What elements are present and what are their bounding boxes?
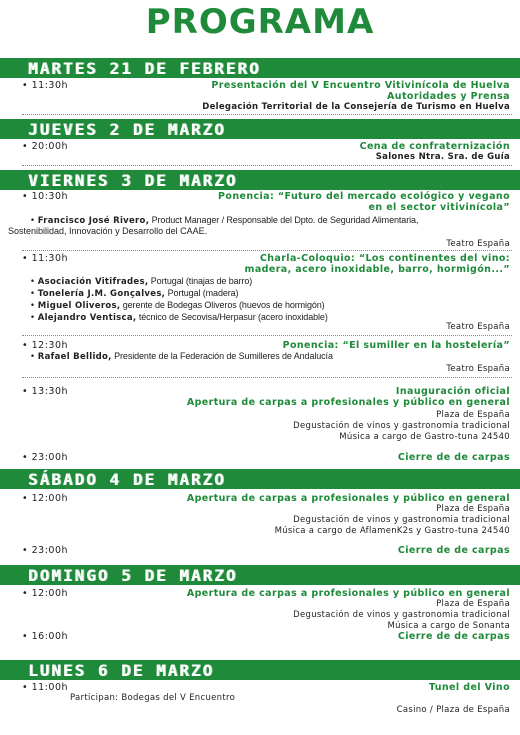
day-label: LUNES 6 DE MARZO (28, 661, 215, 680)
day-label: DOMINGO 5 DE MARZO (28, 566, 238, 585)
speaker-name: Francisco José Rivero, (37, 216, 150, 226)
event-title-cont: madera, acero inoxidable, barro, hormigón...” (244, 264, 510, 275)
participant-line: • Alejandro Ventisca, técnico de Secovisa/Herpasur (acero inoxidable) (30, 312, 328, 323)
event-item (0, 682, 520, 693)
event-time: • 12:00h (22, 493, 69, 504)
event-title: Cierre de de carpas (397, 452, 510, 463)
event-place: Plaza de España (436, 410, 510, 420)
day-band-martes (0, 58, 520, 78)
event-place: Plaza de España (436, 599, 510, 609)
divider (22, 114, 512, 115)
day-band-jueves (0, 119, 520, 139)
day-label: JUEVES 2 DE MARZO (28, 120, 226, 139)
event-item (0, 631, 520, 642)
event-place: Casino / Plaza de España (396, 705, 510, 715)
speaker-line: • Rafael Bellido, Presidente de la Federación de Sumilleres de Andalucía (30, 351, 333, 362)
event-subtitle: Apertura de carpas a profesionales y público en general (186, 397, 510, 408)
event-time: • 12:30h (22, 340, 69, 351)
participant-line: • Miguel Oliveros, gerente de Bodegas Oliveros (huevos de hormigón) (30, 300, 325, 311)
event-title: Cierre de de carpas (397, 631, 510, 642)
speaker-line: • Francisco José Rivero, Product Manager / Responsable del Dpto. de Seguridad Alimentaria, (30, 215, 419, 226)
event-time: • 11:00h (22, 682, 69, 693)
event-time: • 12:00h (22, 588, 69, 599)
event-music: Música a cargo de Sonanta (387, 621, 510, 631)
speaker-role-cont: Sostenibilidad, Innovación y Desarrollo del CAAE. (8, 226, 208, 236)
page-title: PROGRAMA (145, 2, 375, 42)
divider (22, 335, 512, 336)
event-item (0, 452, 520, 463)
event-title: Apertura de carpas a profesionales y público en general (186, 493, 510, 504)
event-item (0, 253, 520, 275)
event-place: Salones Ntra. Sra. de Guía (375, 152, 510, 162)
event-time: • 10:30h (22, 191, 69, 202)
day-band-sabado (0, 469, 520, 489)
event-item (0, 80, 520, 113)
event-title: Cierre de de carpas (397, 545, 510, 556)
event-title: Tunel del Vino (428, 682, 510, 693)
event-place: Teatro España (446, 322, 510, 332)
event-place: Delegación Territorial de la Consejería de Turismo en Huelva (202, 102, 510, 112)
event-item (0, 588, 520, 632)
day-label: SÁBADO 4 DE MARZO (28, 470, 226, 489)
event-title-cont: en el sector vitivinícola” (368, 202, 510, 213)
event-title: Presentación del V Encuentro Vitivinícola de Huelva (211, 80, 510, 91)
event-detail: Degustación de vinos y gastronomia tradicional (293, 610, 510, 620)
event-time: • 11:30h (22, 80, 69, 91)
event-place: Teatro España (446, 239, 510, 249)
speaker-role: Product Manager / Responsable del Dpto. de Seguridad Alimentaria, (149, 215, 419, 225)
event-item (0, 340, 520, 351)
event-participants: Participan: Bodegas del V Encuentro (70, 693, 236, 703)
event-time: • 23:00h (22, 545, 69, 556)
participant-line: • Asociación Vitifrades, Portugal (tinajas de barro) (30, 276, 253, 287)
event-detail: Degustación de vinos y gastronomia tradicional (293, 421, 510, 431)
event-time: • 23:00h (22, 452, 69, 463)
divider (22, 165, 512, 166)
divider (22, 377, 512, 378)
event-title: Ponencia: “Futuro del mercado ecológico y vegano (218, 191, 510, 202)
event-item (0, 493, 520, 537)
event-music: Música a cargo de Gastro-tuna 24540 (339, 432, 510, 442)
event-title: Charla-Coloquio: “Los continentes del vino: (259, 253, 510, 264)
event-title: Inauguración oficial (395, 386, 510, 397)
day-band-domingo (0, 565, 520, 585)
day-band-lunes (0, 660, 520, 680)
event-time: • 20:00h (22, 141, 69, 152)
event-time: • 11:30h (22, 253, 69, 264)
event-item (0, 545, 520, 556)
event-item (0, 386, 520, 408)
event-item (0, 141, 520, 163)
divider (22, 250, 512, 251)
event-title: Ponencia: “El sumiller en la hostelería” (282, 340, 510, 351)
event-item (0, 191, 520, 213)
event-time: • 16:00h (22, 631, 69, 642)
event-music: Música a cargo de AflamenK2s y Gastro-tuna 24540 (274, 526, 510, 536)
day-label: VIERNES 3 DE MARZO (28, 171, 238, 190)
event-place: Teatro España (446, 364, 510, 374)
day-label: MARTES 21 DE FEBRERO (28, 59, 261, 78)
event-place: Plaza de España (436, 504, 510, 514)
event-subtitle: Autoridades y Prensa (387, 91, 510, 102)
event-detail: Degustación de vinos y gastronomia tradicional (293, 515, 510, 525)
event-time: • 13:30h (22, 386, 69, 397)
participant-line: • Tonelería J.M. Gonçalves, Portugal (madera) (30, 288, 239, 299)
day-band-viernes (0, 170, 520, 190)
event-title: Apertura de carpas a profesionales y público en general (186, 588, 510, 599)
event-title: Cena de confraternización (359, 141, 510, 152)
